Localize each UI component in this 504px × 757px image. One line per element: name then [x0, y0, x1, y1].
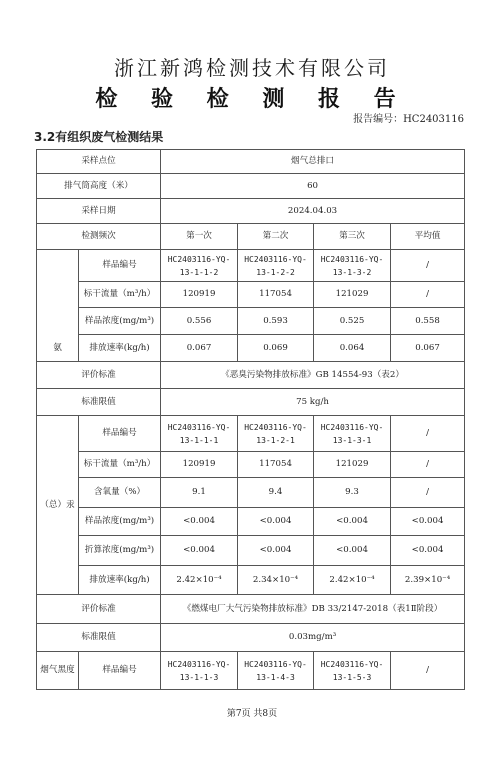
table-row [37, 224, 465, 250]
ammonia-conc-avg: 0.558 [391, 308, 465, 335]
col-first-header: 第一次 [161, 224, 238, 250]
mercury-limit-value: 0.03mg/m³ [161, 624, 465, 652]
ammonia-sample-label: 样品编号 [79, 250, 161, 282]
mercury-sample-2: HC2403116-YQ-13-1-2-1 [238, 416, 314, 452]
results-table [36, 149, 465, 690]
mercury-rate-label: 排放速率(kg/h) [79, 566, 161, 595]
col-second-header: 第二次 [238, 224, 314, 250]
stack-height-label: 排气筒高度（米） [37, 174, 161, 199]
ammonia-rate-label: 排放速率(kg/h) [79, 335, 161, 362]
ammonia-sample-1: HC2403116-YQ-13-1-1-2 [161, 250, 238, 282]
mercury-conc-label: 样品浓度(mg/m³) [79, 508, 161, 536]
sampling-date-label: 采样日期 [37, 199, 161, 224]
smoke-sample-avg: / [391, 652, 465, 690]
ammonia-standard-value: 《恶臭污染物排放标准》GB 14554-93（表2） [161, 362, 465, 389]
mercury-conc-1: <0.004 [161, 508, 238, 536]
mercury-oxygen-1: 9.1 [161, 478, 238, 508]
smoke-sample-2: HC2403116-YQ-13-1-4-3 [238, 652, 314, 690]
mercury-flow-2: 117054 [238, 452, 314, 478]
ammonia-rate-1: 0.067 [161, 335, 238, 362]
report-number [353, 110, 464, 125]
table-row [37, 250, 465, 282]
mercury-conv-1: <0.004 [161, 536, 238, 566]
mercury-rate-avg: 2.39×10⁻⁴ [391, 566, 465, 595]
ammonia-rate-2: 0.069 [238, 335, 314, 362]
table-row [37, 335, 465, 362]
table-row [37, 308, 465, 335]
table-row [37, 416, 465, 452]
mercury-rate-3: 2.42×10⁻⁴ [314, 566, 391, 595]
mercury-rate-2: 2.34×10⁻⁴ [238, 566, 314, 595]
table-row [37, 624, 465, 652]
mercury-oxygen-3: 9.3 [314, 478, 391, 508]
mercury-conc-avg: <0.004 [391, 508, 465, 536]
table-row [37, 174, 465, 199]
mercury-conv-label: 折算浓度(mg/m³) [79, 536, 161, 566]
table-row [37, 652, 465, 690]
sampling-point-label: 采样点位 [37, 150, 161, 174]
table-row [37, 595, 465, 624]
table-row [37, 389, 465, 416]
smoke-sample-1: HC2403116-YQ-13-1-1-3 [161, 652, 238, 690]
mercury-oxygen-avg: / [391, 478, 465, 508]
table-row [37, 362, 465, 389]
ammonia-sample-3: HC2403116-YQ-13-1-3-2 [314, 250, 391, 282]
mercury-oxygen-2: 9.4 [238, 478, 314, 508]
mercury-sample-3: HC2403116-YQ-13-1-3-1 [314, 416, 391, 452]
mercury-sample-1: HC2403116-YQ-13-1-1-1 [161, 416, 238, 452]
smoke-name: 烟气黑度 [37, 652, 79, 690]
table-row [37, 282, 465, 308]
ammonia-sample-avg: / [391, 250, 465, 282]
ammonia-standard-label: 评价标准 [37, 362, 161, 389]
mercury-standard-value: 《燃煤电厂大气污染物排放标准》DB 33/2147-2018（表1Ⅱ阶段） [161, 595, 465, 624]
section-title: 3.2有组织废气检测结果 [34, 130, 164, 144]
smoke-sample-3: HC2403116-YQ-13-1-5-3 [314, 652, 391, 690]
page-footer: 第7页 共8页 [226, 709, 278, 719]
table-row [37, 452, 465, 478]
ammonia-sample-2: HC2403116-YQ-13-1-2-2 [238, 250, 314, 282]
mercury-flow-label: 标干流量（m³/h） [79, 452, 161, 478]
col-third-header: 第三次 [314, 224, 391, 250]
sampling-point-value: 烟气总排口 [161, 150, 465, 174]
report-number-value: HC2403116 [403, 114, 464, 125]
stack-height-value: 60 [161, 174, 465, 199]
mercury-sample-label: 样品编号 [79, 416, 161, 452]
ammonia-name: 氨 [37, 250, 79, 362]
mercury-conc-3: <0.004 [314, 508, 391, 536]
ammonia-flow-3: 121029 [314, 282, 391, 308]
report-number-label: 报告编号： [353, 114, 404, 125]
ammonia-flow-label: 标干流量（m³/h） [79, 282, 161, 308]
ammonia-rate-avg: 0.067 [391, 335, 465, 362]
mercury-conv-avg: <0.004 [391, 536, 465, 566]
mercury-name: （总）汞 [37, 416, 79, 595]
mercury-sample-avg: / [391, 416, 465, 452]
ammonia-flow-1: 120919 [161, 282, 238, 308]
ammonia-limit-value: 75 kg/h [161, 389, 465, 416]
table-row [37, 508, 465, 536]
mercury-flow-3: 121029 [314, 452, 391, 478]
mercury-standard-label: 评价标准 [37, 595, 161, 624]
mercury-rate-1: 2.42×10⁻⁴ [161, 566, 238, 595]
mercury-limit-label: 标准限值 [37, 624, 161, 652]
table-row [37, 536, 465, 566]
mercury-conc-2: <0.004 [238, 508, 314, 536]
report-title: 检 验 检 测 报 告 [95, 86, 409, 112]
mercury-oxygen-label: 含氧量（%） [79, 478, 161, 508]
ammonia-rate-3: 0.064 [314, 335, 391, 362]
ammonia-conc-3: 0.525 [314, 308, 391, 335]
ammonia-conc-1: 0.556 [161, 308, 238, 335]
mercury-conv-2: <0.004 [238, 536, 314, 566]
sampling-date-value: 2024.04.03 [161, 199, 465, 224]
mercury-conv-3: <0.004 [314, 536, 391, 566]
ammonia-flow-avg: / [391, 282, 465, 308]
ammonia-limit-label: 标准限值 [37, 389, 161, 416]
ammonia-conc-label: 样品浓度(mg/m³) [79, 308, 161, 335]
frequency-label: 检测频次 [37, 224, 161, 250]
ammonia-flow-2: 117054 [238, 282, 314, 308]
table-row [37, 478, 465, 508]
col-average-header: 平均值 [391, 224, 465, 250]
table-row [37, 150, 465, 174]
table-row [37, 199, 465, 224]
mercury-flow-1: 120919 [161, 452, 238, 478]
table-row [37, 566, 465, 595]
mercury-flow-avg: / [391, 452, 465, 478]
ammonia-conc-2: 0.593 [238, 308, 314, 335]
company-name: 浙江新鸿检测技术有限公司 [114, 56, 390, 80]
smoke-sample-label: 样品编号 [79, 652, 161, 690]
